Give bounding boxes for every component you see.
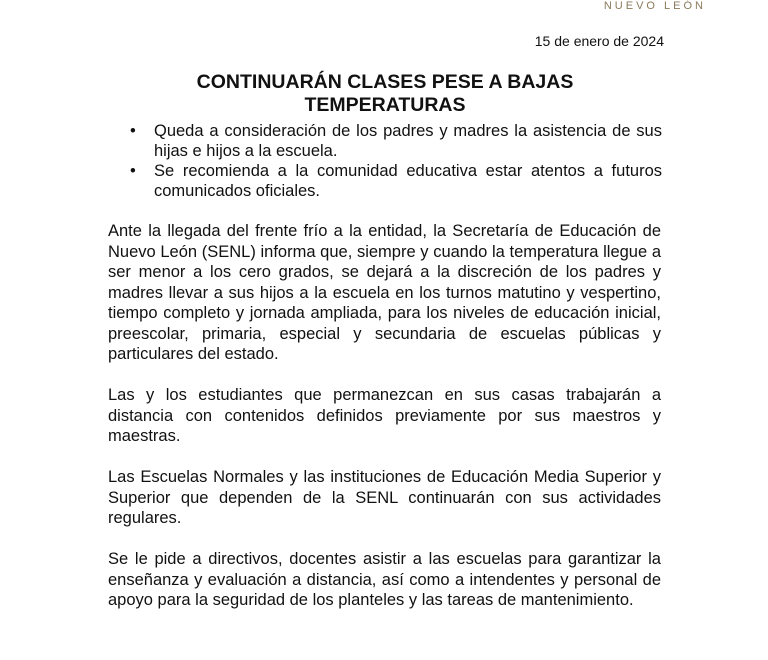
summary-bullet-list — [108, 121, 662, 201]
brand-logo-text: NUEVO LEÓN — [603, 0, 706, 12]
document-body — [108, 221, 661, 631]
bullet-dot-icon: • — [130, 122, 136, 140]
paragraph: Las y los estudiantes que permanezcan en sus casas trabajarán a distancia con contenidos definidos previamente por sus maestros y maestras. — [108, 386, 661, 445]
paragraph: Se le pide a directivos, docentes asistir a las escuelas para garantizar la enseñanza y evaluación a distancia, así como a intendentes y personal de apoyo para la seguridad de los planteles y las tareas de mantenimiento. — [108, 550, 661, 609]
title-line-2: TEMPERATURAS — [304, 94, 466, 116]
paragraph: Las Escuelas Normales y las instituciones de Educación Media Superior y Superior que dependen de la SENL continuarán con sus actividades regulares. — [108, 468, 661, 527]
document-title — [150, 71, 620, 117]
bullet-dot-icon: • — [130, 162, 136, 180]
title-line-1: CONTINUARÁN CLASES PESE A BAJAS — [196, 71, 574, 93]
bullet-item — [108, 121, 662, 161]
paragraph: Ante la llegada del frente frío a la entidad, la Secretaría de Educación de Nuevo León (SENL) informa que, siempre y cuando la temperatura llegue a ser menor a los cero grados, se dejará a la discreción de los padres y madres llevar a sus hijos a la escuela en los turnos matutino y vespertino, tiempo completo y jornada ampliada, para los niveles de educación inicial, preescolar, primaria, especial y secundaria de escuelas públicas y particulares del estado. — [108, 222, 661, 363]
bullet-item — [108, 161, 662, 201]
bullet-text: Se recomienda a la comunidad educativa estar atentos a futuros comunicados oficiales. — [154, 162, 662, 200]
document-date: 15 de enero de 2024 — [534, 33, 664, 49]
bullet-text: Queda a consideración de los padres y madres la asistencia de sus hijas e hijos a la escuela. — [154, 122, 662, 160]
